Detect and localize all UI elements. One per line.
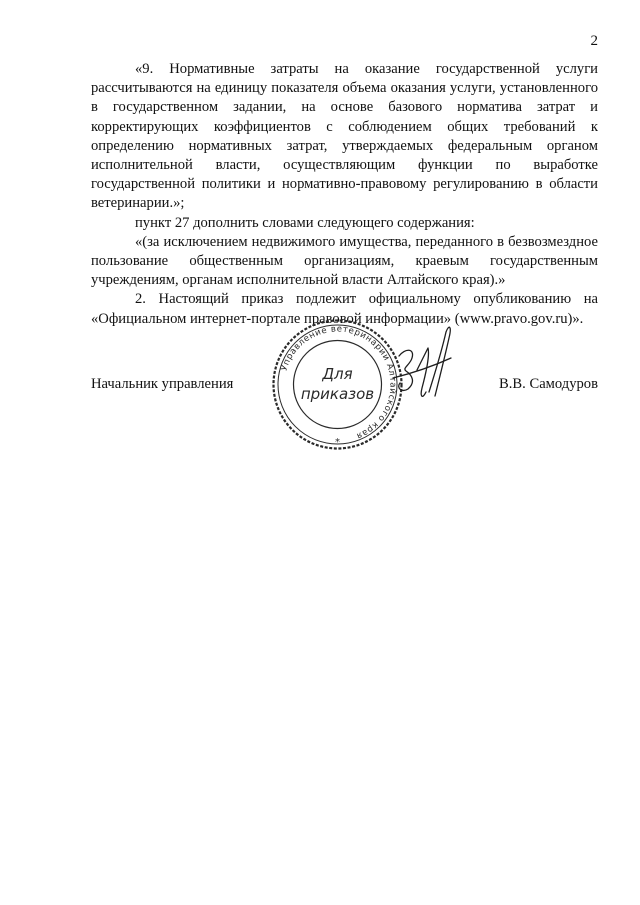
signer-name: В.В. Самодуров xyxy=(499,376,598,392)
signer-title: Начальник управления xyxy=(91,376,234,392)
stamp-center-line-1: Для xyxy=(322,365,353,383)
page-number: 2 xyxy=(590,33,598,49)
paragraph-item-27-addition: «(за исключением недвижимого имущества, переданного в безвозмездное пользование общественным организациям, краевым государственным учреждениям, органам исполнительной власти Алтайского края).» xyxy=(91,233,598,289)
document-body xyxy=(91,60,598,329)
paragraph-publication: 2. Настоящий приказ подлежит официальному опубликованию на «Официальном интернет-портале правовой информации» (www.pravo.gov.ru)». xyxy=(91,291,598,327)
stamp-star: * xyxy=(335,437,340,448)
stamp-ring-text: Управление ветеринарии Алтайского края xyxy=(279,324,398,441)
paragraph-clause-9: «9. Нормативные затраты на оказание государственной услуги рассчитываются на единицу показателя объема оказания услуги, установленного в государственном задании, на основе базового норматива затрат и корректирующих коэффициентов с соблюдением общих требований к определению нормативных затрат, утверждаемых федеральным органом исполнительной власти, осуществляющим функции по выработке государственной политики и нормативно-правовому регулированию в области ветеринарии.»; xyxy=(91,61,598,212)
paragraph-item-27: пункт 27 дополнить словами следующего содержания: xyxy=(135,214,475,231)
handwritten-signature xyxy=(385,318,465,418)
stamp-center-line-2: приказов xyxy=(300,385,375,403)
